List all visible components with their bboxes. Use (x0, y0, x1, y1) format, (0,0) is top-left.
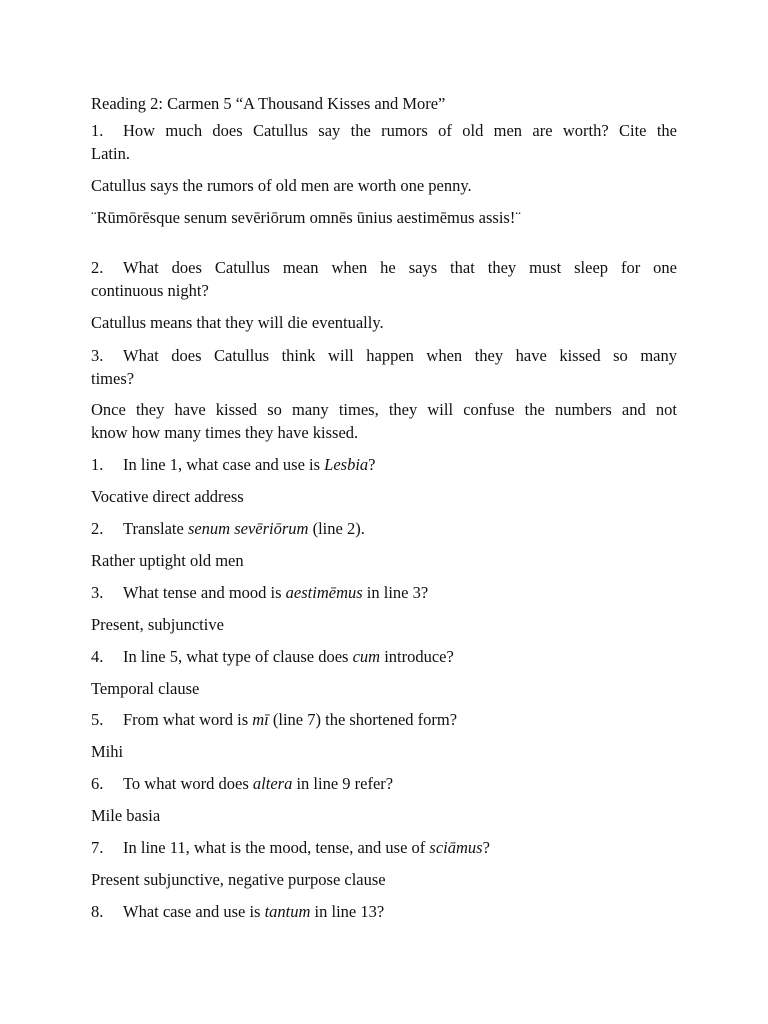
document-page (91, 0, 677, 1024)
latin-quote: ¨Rūmōrēsque senum sevēriōrum omnēs ūnius aestimēmus assis!¨ (91, 208, 521, 227)
question-line: 7. In line 11, what is the mood, tense, and use of sciāmus? (91, 838, 490, 857)
answer-text: Present, subjunctive (91, 615, 224, 634)
question-number: 1. (91, 455, 104, 474)
latin-term: tantum (264, 902, 311, 921)
question-text-continued: times? (91, 369, 135, 388)
latin-term: aestimēmus (285, 583, 363, 602)
question-number: 3. (91, 346, 104, 365)
question-line: 1. In line 1, what case and use is Lesbia? (91, 455, 376, 474)
answer-text-continued: know how many times they have kissed. (91, 423, 359, 442)
answer-text: Present subjunctive, negative purpose clause (91, 870, 386, 889)
question-line: 5. From what word is mī (line 7) the shortened form? (91, 710, 458, 729)
answer-text: Catullus means that they will die eventually. (91, 313, 384, 332)
question-text: How much does Catullus say the rumors of old men are worth? Cite the (123, 121, 677, 140)
question-number: 6. (91, 774, 104, 793)
page-title: Reading 2: Carmen 5 “A Thousand Kisses and More” (91, 94, 446, 113)
question-line: 2. Translate senum sevēriōrum (line 2). (91, 519, 365, 538)
answer-text: Mihi (91, 742, 124, 761)
question-text-continued: Latin. (91, 144, 130, 163)
answer-text: Vocative direct address (91, 487, 244, 506)
question-number: 2. (91, 519, 104, 538)
question-line: 8. What case and use is tantum in line 13? (91, 902, 385, 921)
answer-text: Catullus says the rumors of old men are worth one penny. (91, 176, 472, 195)
answer-text: Rather uptight old men (91, 551, 244, 570)
question-number: 5. (91, 710, 104, 729)
question-number: 7. (91, 838, 104, 857)
question-number: 1. (91, 121, 104, 140)
latin-term: mī (252, 710, 269, 729)
question-line: 6. To what word does altera in line 9 refer? (91, 774, 394, 793)
latin-term: senum sevēriōrum (187, 519, 309, 538)
question-line (91, 120, 677, 142)
answer-text: Temporal clause (91, 679, 200, 698)
question-text-continued: continuous night? (91, 281, 209, 300)
latin-term: Lesbia (324, 455, 369, 474)
latin-term: cum (352, 647, 381, 666)
question-text: What does Catullus mean when he says that they must sleep for one (123, 258, 677, 277)
question-number: 3. (91, 583, 104, 602)
question-line: 4. In line 5, what type of clause does cum introduce? (91, 647, 454, 666)
question-number: 4. (91, 647, 104, 666)
question-text: What does Catullus think will happen when they have kissed so many (123, 346, 677, 365)
latin-term: altera (252, 774, 293, 793)
question-line: 3. What tense and mood is aestimēmus in line 3? (91, 583, 429, 602)
answer-text: Once they have kissed so many times, they will confuse the numbers and not (91, 400, 677, 419)
answer-text: Mile basia (91, 806, 161, 825)
question-line (91, 257, 677, 279)
latin-term: sciāmus (429, 838, 483, 857)
question-line (91, 345, 677, 367)
question-number: 2. (91, 258, 104, 277)
question-number: 8. (91, 902, 104, 921)
